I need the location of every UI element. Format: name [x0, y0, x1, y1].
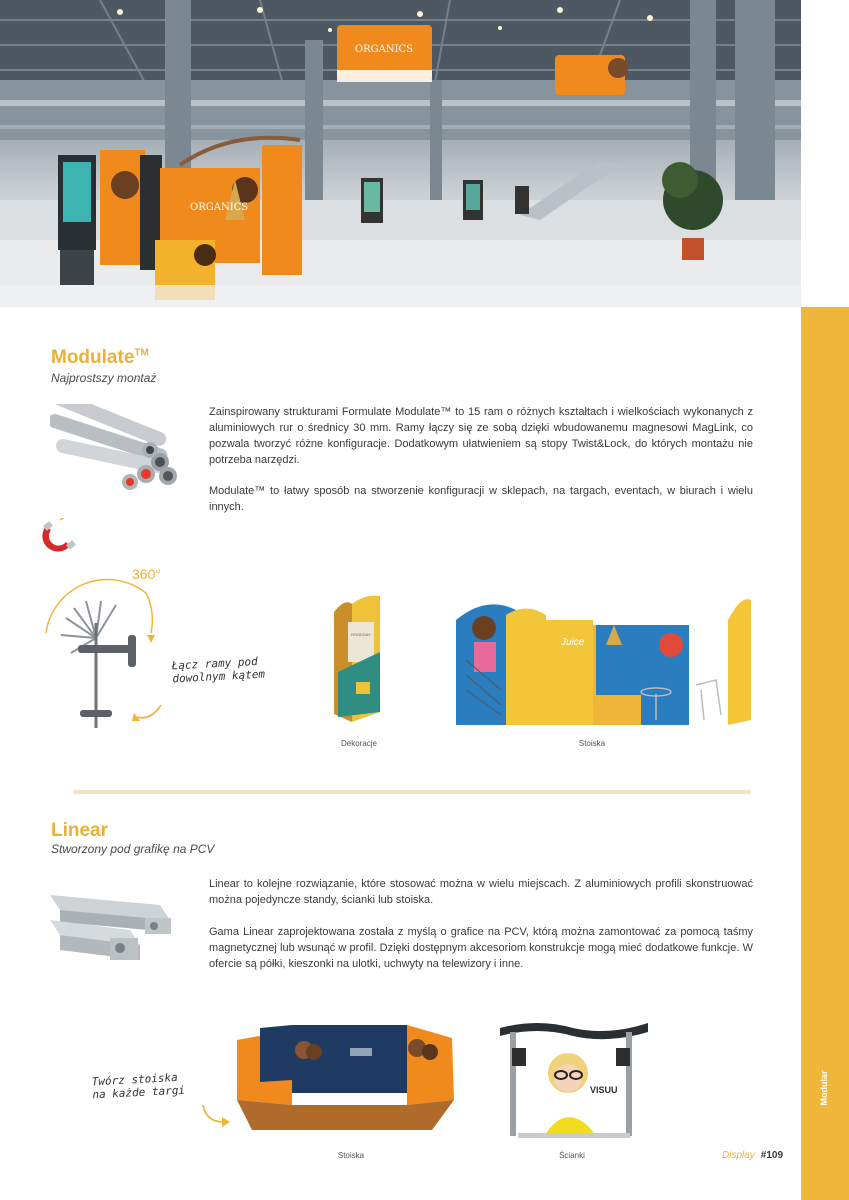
linear-subtitle: Stworzony pod grafikę na PCV [51, 842, 215, 856]
rotation-360-diagram [36, 563, 176, 738]
side-stripe [801, 307, 849, 1200]
caption-booths-modulate: Stoiska [578, 739, 606, 748]
linear-wall-image [498, 1018, 650, 1140]
hand-note-line-1: Łącz ramy pod [171, 654, 259, 673]
exhibition-hall-illustration [0, 0, 801, 307]
curved-arrow-icon [200, 1100, 232, 1130]
booth-text: ORGANICS [190, 202, 249, 213]
hand-note-linear [91, 1071, 185, 1102]
decoration-stand-image [330, 592, 385, 724]
magnet-icon [40, 518, 80, 554]
aluminium-tubes-image [50, 404, 185, 494]
trademark-sup: TM [134, 347, 149, 359]
modulate-paragraph-1: Zainspirowany strukturami Formulate Modulate™ to 15 ram o różnych kształtach i wielkościach wykonanych z aluminiowych rur o średnicy 30 mm. Ramy łączy się ze sobą dzięki wbudowanemu magnesowi MagLink, co pozwala tworzyć różne konfiguracje. Dodatkowym ułatwieniem są stopy Twist&Lock, do których montażu nie potrzeba narzędzi. [209, 406, 753, 466]
modulate-title [51, 347, 149, 369]
hand-note-modulate [171, 655, 265, 686]
linear-paragraph-1: Linear to kolejne rozwiązanie, które stosować można w wielu miejscach. Z aluminiowych profili skonstruować można pojedyncze standy, ścianki lub stoiska. [209, 878, 753, 906]
wall-visuu-text: VISUU [590, 1085, 618, 1095]
linear-profile-image [50, 890, 175, 970]
booth-juice-text: Juice [561, 637, 585, 648]
hanging-sign-text: ORGANICS [354, 44, 414, 55]
caption-decorations: Dekoracje [340, 739, 377, 748]
linear-booth-image [232, 1020, 460, 1135]
hand-note-line-2: dowolnym kątem [172, 667, 266, 686]
page-number: #109 [760, 1150, 784, 1161]
linear-paragraph-2: Gama Linear zaprojektowana została z myślą o grafice na PCV, którą można zamontować za pomocą taśmy magnetycznej lub wsunąć w profil. Dzięki dostępnym akcesoriom konstrukcje mogą mieć dodatkowe funkcje. W ofercie są półki, kieszonki na ulotki, uchwyty na telewizory i inne. [209, 926, 753, 970]
section-divider [73, 790, 751, 794]
hand-note-line-1: Twórz stoiska [91, 1070, 179, 1089]
modulate-booth-image [446, 590, 756, 730]
hand-note-line-2: na każde targi [92, 1083, 186, 1102]
hero-photo [0, 0, 801, 307]
angle-label: 360° [132, 566, 161, 582]
modulate-subtitle: Najprostszy montaż [51, 371, 157, 385]
side-section-label: Modular [819, 1070, 829, 1106]
modulate-paragraph-2: Modulate™ to łatwy sposób na stworzenie konfiguracji w sklepach, na targach, eventach, w biurach i wielu innych. [209, 485, 753, 513]
page-footer [722, 1150, 783, 1161]
linear-title: Linear [51, 820, 109, 841]
modulate-title-text: Modulate [51, 347, 135, 368]
deco-stand-text: ROGEDAY [351, 632, 371, 637]
caption-walls: Ścianki [559, 1151, 585, 1160]
footer-category: Display [722, 1150, 755, 1161]
caption-booths-linear: Stoiska [337, 1151, 365, 1160]
